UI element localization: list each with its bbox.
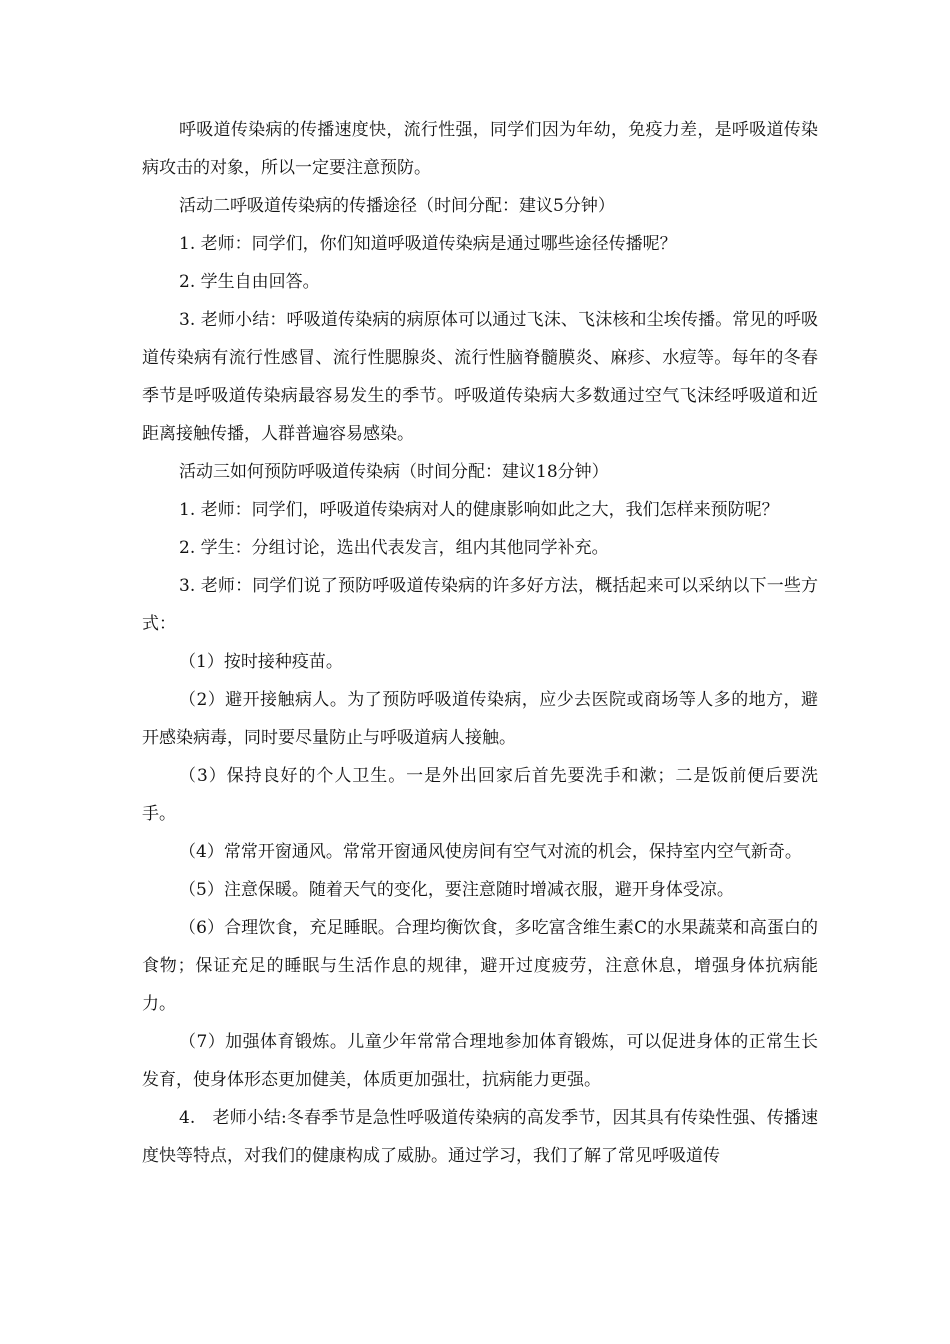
method-item-4: （4）常常开窗通风。常常开窗通风使房间有空气对流的机会，保持室内空气新奇。 xyxy=(179,842,802,862)
method-item-1: （1）按时接种疫苗。 xyxy=(179,652,343,672)
method-item-7: （7）加强体育锻炼。儿童少年常常合理地参加体育锻炼，可以促进身体的正常生长发育，使身体形态更加健美，体质更加强壮，抗病能力更强。 xyxy=(142,1032,818,1090)
teacher-final-summary: 4. 老师小结:冬春季节是急性呼吸道传染病的高发季节，因其具有传染性强、传播速度快等特点，对我们的健康构成了威胁。通过学习，我们了解了常见呼吸道传 xyxy=(142,1108,818,1166)
step-student-answer: 2. 学生自由回答。 xyxy=(179,272,320,292)
step-teacher-methods: 3. 老师：同学们说了预防呼吸道传染病的许多好方法，概括起来可以采纳以下一些方式： xyxy=(142,576,818,634)
document-body xyxy=(142,111,818,1175)
step-teacher-summary: 3. 老师小结：呼吸道传染病的病原体可以通过飞沫、飞沫核和尘埃传播。常见的呼吸道传染病有流行性感冒、流行性腮腺炎、流行性脑脊髓膜炎、麻疹、水痘等。每年的冬春季节是呼吸道传染病最容易发生的季节。呼吸道传染病大多数通过空气飞沫经呼吸道和近距离接触传播，人群普遍容易感染。 xyxy=(142,310,818,444)
method-item-5: （5）注意保暖。随着天气的变化，要注意随时增减衣服，避开身体受凉。 xyxy=(179,880,734,900)
intro-paragraph: 呼吸道传染病的传播速度快，流行性强，同学们因为年幼，免疫力差，是呼吸道传染病攻击的对象，所以一定要注意预防。 xyxy=(142,120,818,178)
step-teacher-prevention-question: 1. 老师：同学们，呼吸道传染病对人的健康影响如此之大，我们怎样来预防呢？ xyxy=(179,500,779,520)
step-teacher-question: 1. 老师：同学们，你们知道呼吸道传染病是通过哪些途径传播呢？ xyxy=(179,234,677,254)
step-student-discussion: 2. 学生：分组讨论，选出代表发言，组内其他同学补充。 xyxy=(179,538,609,558)
activity-three-heading: 活动三如何预防呼吸道传染病（时间分配：建议18分钟） xyxy=(179,462,609,482)
method-item-2: （2）避开接触病人。为了预防呼吸道传染病，应少去医院或商场等人多的地方，避开感染病毒，同时要尽量防止与呼吸道病人接触。 xyxy=(142,690,818,748)
method-item-3: （3）保持良好的个人卫生。一是外出回家后首先要洗手和漱；二是饭前便后要洗手。 xyxy=(142,766,818,824)
activity-two-heading: 活动二呼吸道传染病的传播途径（时间分配：建议5分钟） xyxy=(179,196,615,216)
method-item-6: （6）合理饮食，充足睡眠。合理均衡饮食，多吃富含维生素C的水果蔬菜和高蛋白的食物；保证充足的睡眠与生活作息的规律，避开过度疲劳，注意休息，增强身体抗病能力。 xyxy=(142,918,818,1014)
